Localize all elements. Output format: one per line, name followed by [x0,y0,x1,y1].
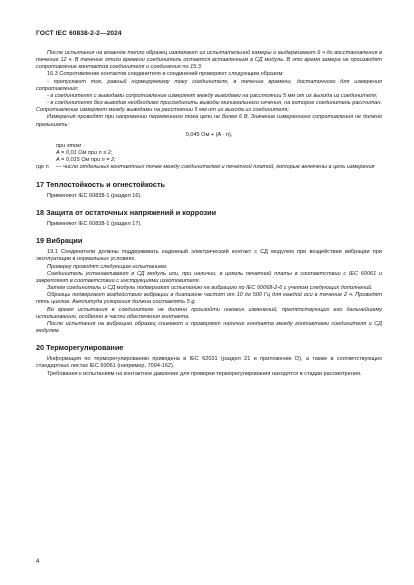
paragraph-19-during: Во время испытания в соединителе не должно произойти никаких изменений, препятствующих его дальнейшему использованию, особенно в части обеспечения контакта. [36,306,382,320]
heading-section-18: 18 Защита от остаточных напряжений и коррозии [36,207,217,217]
legend-n-text: — число отдельных контактных точек между соединителем и печатной платой, которые включены в цепь измерения [56,164,375,171]
legend-n [36,164,382,171]
page-number: 4 [36,559,40,565]
paragraph-measure: Измерения проводят при напряжении переменного тока цепи не более 6 В. Значение измеренного сопротивления не должно превышать: [36,114,382,128]
paragraph-19-vibration: Образцы подвергают воздействию вибрации в диапазоне частот от 10 до 500 Гц для каждой оси в течение 2 ч. Проводят пять циклов. Амплитуда ускорения должна составлять 5 g. [36,292,382,306]
paragraph-16-3: 16.3 Сопротивление контактов соединителя и соединений проверяют следующим образом: [47,71,284,78]
document-body [36,50,382,378]
paragraph-20-2: Требования к испытаниям на контактное давление для проверки терморегулирования находятся в стадии рассмотрения. [47,370,362,377]
paragraph-19-1: 19.1 Соединители должны поддерживать надежный электрический контакт с СД модулем при воздействии вибрации при эксплуатации в нормальных условиях. [36,249,382,263]
document-header: ГОСТ IEC 60838-2-2—2024 [36,30,122,37]
paragraph-20-1: Информация по терморегулированию приведена в IEC 62031 (раздел 21 и приложение D), а также в соответствующих стандартных листах IEC 60061 (например, 7004-162). [36,356,382,370]
legend-where-text: при этом [56,142,81,149]
paragraph-19-check: Проверку проводят следующим испытанием. [47,263,168,270]
heading-section-20: 20 Терморегулирование [36,343,124,353]
heading-section-17: 17 Теплостойкость и огнестойкость [36,179,166,189]
formula: 0,045 Ом + (A · n), [185,131,233,138]
legend-where [36,143,382,150]
paragraph-19-after: После испытания на вибрацию образец снимают и проверяют наличие контакта между контактами соединителя и СД модулем. [36,320,382,334]
legend-n-label: где n [36,164,49,171]
paragraph-18: Применяют IEC 60838-1 (раздел 17). [47,220,142,227]
paragraph-19-test: Затем соединитель и СД модуль подвергают испытанию на вибрацию по IEC 60068-2-6 с учетом следующих дополнений. [47,285,373,292]
bullet-1: - пропускают ток, равный нормируемому току соединителя, в течение времени, достаточного для измерения сопротивления; [36,78,382,92]
paragraph-intro: После испытания на влажное тепло образец извлекают из испытательной камеры и выдерживают 6 ч до восстановления в течение 12 ч. В течение этого времени соединитель остается вставленным в СД модуль. В это время замера не производят сопротивление контактов соединителя и соединения по 15.3. [36,50,382,71]
legend-a2-text: A = 0,015 Ом при n = 2; [56,157,116,164]
heading-section-19: 19 Вибрации [36,236,83,246]
paragraph-19-mount: Соединитель устанавливают в СД модуль или, при наличии, в цоколь печатной платы в соответствии с IEC 60061 и закрепляют в соответствии с инструкциями изготовителя. [36,270,382,284]
legend-a1-text: A = 0,01 Ом при n ≥ 2; [56,150,113,157]
bullet-2: - в соединителях с выводами сопротивление измеряют между выводами на расстоянии 5 мм от их выхода из соединителя; [47,92,378,99]
formula-legend [36,143,382,172]
paragraph-17: Применяют IEC 60838-1 (раздел 16). [47,192,142,199]
bullet-3: - в соединителях без выводов необходимо присоединить выводы минимального сечения, на которое соединитель рассчитан. Сопротивление измеряют между выводами на расстоянии 5 мм от их выхода из соединителя; [36,100,382,114]
legend-a1 [36,150,382,157]
